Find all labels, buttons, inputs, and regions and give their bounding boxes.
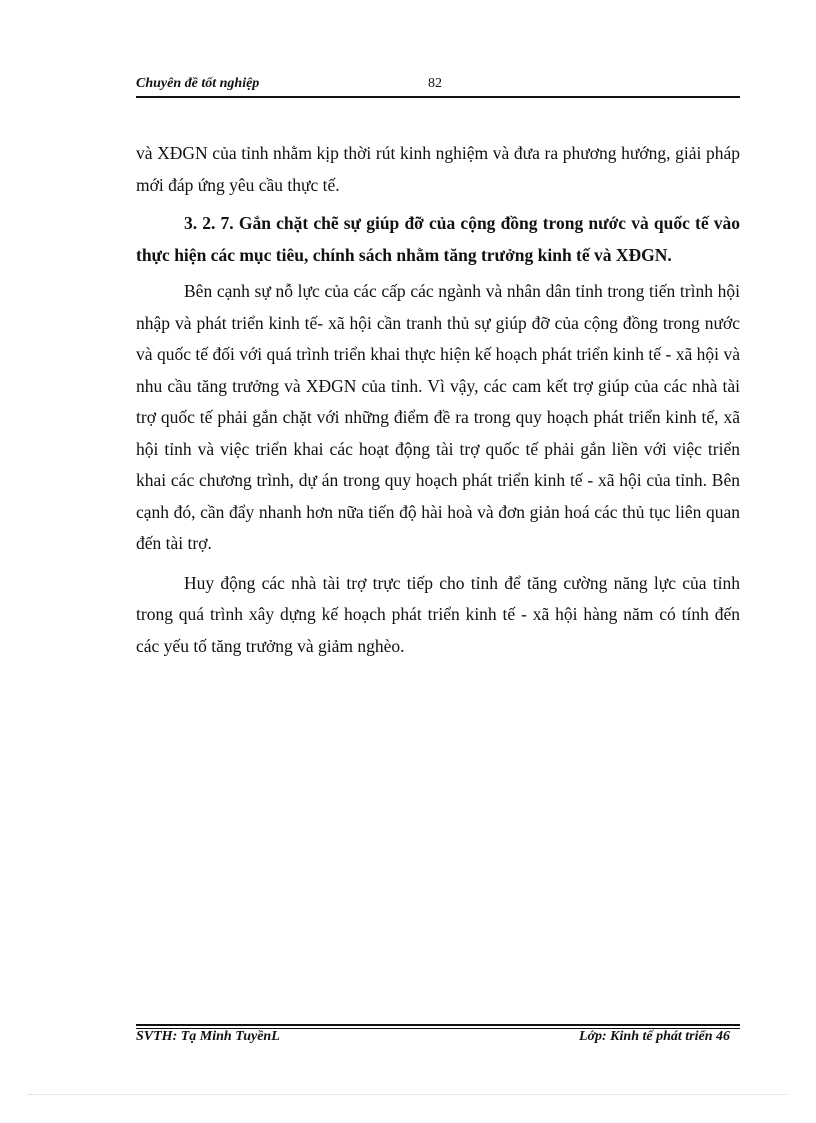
class-name: Lớp: Kinh tế phát triển 46 (578, 1029, 730, 1044)
section-heading: 3. 2. 7. Gắn chặt chẽ sự giúp đỡ của cộng đồng trong nước và quốc tế vào thực hiện các mục tiêu, chính sách nhằm tăng trưởng kinh tế và XĐGN. (136, 213, 740, 265)
student-name: SVTH: Tạ Minh TuyềnL (136, 1029, 280, 1044)
page-footer (136, 1029, 740, 1051)
page-edge-divider (28, 1094, 788, 1095)
page-number: 82 (428, 76, 442, 91)
footer-rule-thick (136, 1024, 740, 1026)
page-body (136, 138, 740, 670)
page-header (136, 76, 740, 96)
header-rule (136, 96, 740, 98)
continued-paragraph: và XĐGN của tỉnh nhằm kịp thời rút kinh nghiệm và đưa ra phương hướng, giải pháp mới đáp ứng yêu cầu thực tế. (136, 143, 740, 195)
paragraph: Bên cạnh sự nỗ lực của các cấp các ngành và nhân dân tỉnh trong tiến trình hội nhập và phát triển kinh tế- xã hội cần tranh thủ sự giúp đỡ của cộng đồng trong nước và quốc tế đối với quá trình triển khai thực hiện kế hoạch phát triển kinh tế - xã hội và nhu cầu tăng trưởng và XĐGN của tỉnh. Vì vậy, các cam kết trợ giúp của các nhà tài trợ quốc tế phải gắn chặt với những điểm đề ra trong quy hoạch phát triển kinh tế, xã hội tỉnh và việc triển khai các hoạt động tài trợ quốc tế phải gắn liền với việc triển khai các chương trình, dự án trong quy hoạch phát triển kinh tế - xã hội của tỉnh. Bên cạnh đó, cần đẩy nhanh hơn nữa tiến độ hài hoà và đơn giản hoá các thủ tục liên quan đến tài trợ. (136, 281, 740, 553)
document-title: Chuyên đề tốt nghiệp (136, 76, 260, 91)
paragraph: Huy động các nhà tài trợ trực tiếp cho tỉnh để tăng cường năng lực của tỉnh trong quá trình xây dựng kế hoạch phát triển kinh tế - xã hội hàng năm có tính đến các yếu tố tăng trưởng và giảm nghèo. (136, 572, 740, 656)
